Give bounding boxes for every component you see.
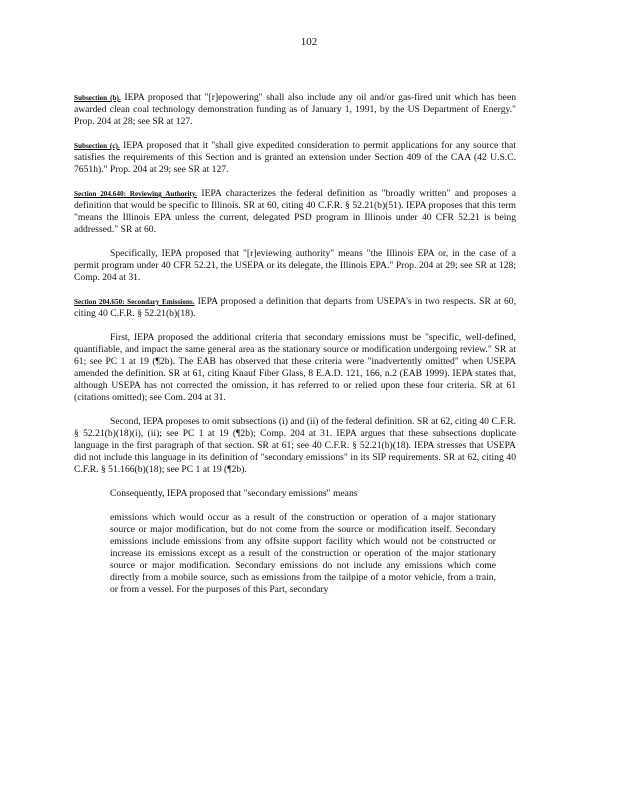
paragraph-text: IEPA proposed a definition that departs from USEPA's in two respects. SR at 60, citing 40 C.F.R. § 52.21(b)(18). [74, 296, 517, 319]
block-quote: emissions which would occur as a result of the construction or operation of a major stationary source or major modification, but do not come from the source or modification itself. Secondary emissions include emissions from any offsite support facility which would not be constructed or increase its emissions except as a result of the construction or operation of the major stationary source or major modification. Secondary emissions do not include any emissions which come directly from a mobile source, such as emissions from the tailpipe of a motor vehicle, from a train, or from a vessel. For the purposes of this Part, secondary [110, 512, 496, 595]
paragraph-text: IEPA proposed that it "shall give expedited consideration to permit applications for any source that satisfies the requirements of this Section and is granted an extension under Section 409 of the CAA (42 U.S.C. 7651h)." Prop. 204 at 29; see SR at 127. [74, 140, 516, 175]
page-number: 102 [300, 36, 318, 48]
paragraph-heading: Section 204.650: Secondary Emissions. [74, 298, 195, 306]
paragraph-subsection-b [74, 92, 516, 128]
paragraph-first-criteria [74, 332, 516, 404]
paragraph-reviewing-authority-definition [74, 248, 516, 284]
paragraph-heading: Subsection (b). [74, 94, 121, 102]
paragraph-secondary-emissions [74, 296, 516, 320]
paragraph-text: Consequently, IEPA proposed that "secondary emissions" means [110, 488, 358, 499]
paragraph-reviewing-authority [74, 188, 516, 236]
paragraph-text: First, IEPA proposed the additional criteria that secondary emissions must be "specific, well-defined, quantifiable, and impact the same general area as the stationary source or modification undergoing review." SR at 61; see PC 1 at 19 (¶2b). The EAB has observed that these criteria were "inadvertently omitted" when USEPA amended the definition. SR at 61, citing Knauf Fiber Glass, 8 E.A.D. 121, 166, n.2 (EAB 1999). IEPA states that, although USEPA has not corrected the omission, it has referred to or relied upon these four criteria. SR at 61 (citations omitted); see Com. 204 at 31. [74, 332, 516, 403]
paragraph-consequently [74, 488, 516, 500]
paragraph-second-omission [74, 416, 516, 476]
paragraph-text: IEPA characterizes the federal definition as "broadly written" and proposes a definition that would be specific to Illinois. SR at 60, citing 40 C.F.R. § 52.21(b)(51). IEPA proposes that this term "means the Illinois EPA unless the current, delegated PSD program in Illinois under 40 CFR 52.21 is being addressed." SR at 60. [74, 188, 516, 235]
paragraph-subsection-c [74, 140, 516, 176]
paragraph-text: IEPA proposed that "[r]epowering" shall also include any oil and/or gas-fired unit which has been awarded clean coal technology demonstration funding as of January 1, 1991, by the US Department of Energy." Prop. 204 at 28; see SR at 127. [74, 92, 516, 127]
paragraph-heading: Subsection (c). [74, 142, 120, 150]
paragraph-text: Specifically, IEPA proposed that "[r]eviewing authority" means "the Illinois EPA or, in the case of a permit program under 40 CFR 52.21, the USEPA or its delegate, the Illinois EPA." Prop. 204 at 29; see SR at 128; Comp. 204 at 31. [74, 248, 516, 283]
paragraph-heading: Section 204.640: Reviewing Authority. [74, 190, 197, 198]
paragraph-text: Second, IEPA proposes to omit subsections (i) and (ii) of the federal definition. SR at 62, citing 40 C.F.R. § 52.21(b)(18)(i), (ii); see PC 1 at 19 (¶2b); Comp. 204 at 31. IEPA argues that these subsections duplicate language in the first paragraph of that section. SR at 61; see 40 C.F.R. § 52.21(b)(18). IEPA stresses that USEPA did not include this language in its definition of "secondary emissions" in its SIP requirements. SR at 62, citing 40 C.F.R. § 51.166(b)(18); see PC 1 at 19 (¶2b). [74, 416, 516, 475]
document-body [74, 92, 516, 608]
